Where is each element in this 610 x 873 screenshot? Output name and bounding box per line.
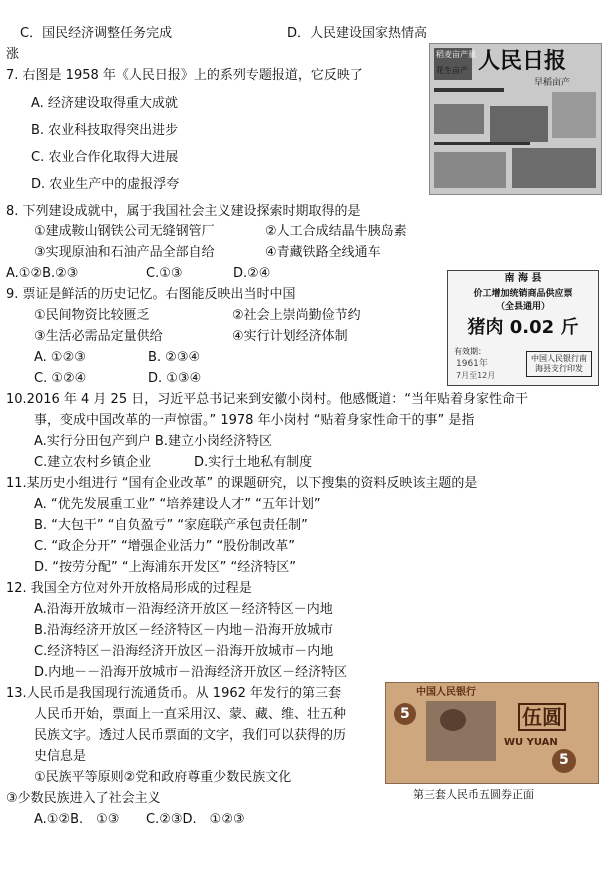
text-line: 事，变成中国改革的一声惊雷。” 1978 年小岗村 “贴着身家性命干的事” 是指 xyxy=(34,413,475,428)
text-line: A.①②B. ①③ xyxy=(34,812,120,827)
text-line: A.①②B.②③ xyxy=(6,266,79,281)
text-line: 7. 右图是 1958 年《人民日报》上的系列专题报道，它反映了 xyxy=(6,68,363,83)
text-line: A.实行分田包产到户 B.建立小岗经济特区 xyxy=(34,434,272,449)
text-line: ③实现原油和石油产品全部自给 xyxy=(34,245,215,260)
text-line: 史信息是 xyxy=(34,749,87,764)
text-line: 13.人民币是我国现行流通货币。从 1962 年发行的第三套 xyxy=(6,686,342,701)
ticket-main-text: 猪肉 0.02 斤 xyxy=(467,317,579,338)
text-line: ④实行计划经济体制 xyxy=(232,329,348,344)
text-line: C．国民经济调整任务完成 xyxy=(20,26,173,41)
text-line: 9. 票证是鲜活的历史记忆。右图能反映出当时中国 xyxy=(6,287,296,302)
text-line: ①民族平等原则②党和政府尊重少数民族文化 xyxy=(34,770,292,785)
text-line: A. ①②③ xyxy=(34,350,86,365)
newspaper-left-strip: 稻麦亩产量 xyxy=(436,50,476,59)
ticket-county: 南 海 县 xyxy=(504,273,542,284)
text-line: 12. 我国全方位对外开放格局形成的过程是 xyxy=(6,581,252,596)
text-line: D.②④ xyxy=(233,266,271,281)
text-line: C. ①②④ xyxy=(34,371,87,386)
ticket-valid: 有效期： xyxy=(454,347,486,356)
text-line: D.内地－－沿海开放城市－沿海经济开放区－经济特区 xyxy=(34,665,348,680)
text-line: 8. 下列建设成就中，属于我国社会主义建设探索时期取得的是 xyxy=(6,204,361,219)
text-line: ②人工合成结晶牛胰岛素 xyxy=(265,224,407,239)
text-line: C.建立农村乡镇企业 xyxy=(34,455,152,470)
text-line: ①建成鞍山钢铁公司无缝钢管厂 xyxy=(34,224,215,239)
text-line: C.②③D. ①②③ xyxy=(146,812,245,827)
text-line: A. “优先发展重工业” “培养建设人才” “五年计划” xyxy=(34,497,321,512)
banknote-bank-name: 中国人民银行 xyxy=(416,687,476,698)
ticket-year: 1961年 xyxy=(456,359,488,369)
text-line: A.沿海开放城市－沿海经济开放区－经济特区－内地 xyxy=(34,602,333,617)
text-line: 人民币开始，票面上一直采用汉、蒙、藏、维、壮五种 xyxy=(34,707,347,722)
text-line: D. ①③④ xyxy=(148,371,202,386)
banknote-caption: 第三套人民币五圆券正面 xyxy=(413,788,534,801)
text-line: ③少数民族进入了社会主义 xyxy=(6,791,161,806)
banknote-value-left: 5 xyxy=(400,706,410,722)
banknote-image xyxy=(385,682,599,784)
ticket-stamp: 中国人民银行南海县支行印发 xyxy=(526,351,592,377)
banknote-denomination-py: WU YUAN xyxy=(504,737,558,748)
text-line: D.实行土地私有制度 xyxy=(194,455,313,470)
text-line: ②社会上崇尚勤俭节约 xyxy=(232,308,361,323)
text-line: 11.某历史小组进行 “国有企业改革” 的课题研究，以下搜集的资料反映该主题的是 xyxy=(6,476,478,491)
newspaper-small-text: 花生亩产 xyxy=(436,66,468,75)
text-line: A. 经济建设取得重大成就 xyxy=(31,96,178,111)
text-line: B. “大包干” “自负盈亏” “家庭联产承包责任制” xyxy=(34,518,308,533)
ticket-subtitle-1: 价工增加统销商品供应票 xyxy=(473,289,573,299)
text-line: C. 农业合作化取得大进展 xyxy=(31,150,179,165)
text-line: 涨 xyxy=(6,47,20,62)
ration-ticket-image xyxy=(447,270,599,386)
banknote-value-right: 5 xyxy=(559,752,569,768)
text-line: 10.2016 年 4 月 25 日，习近平总书记来到安徽小岗村。他感慨道：“当年贴着身家性命干 xyxy=(6,392,528,407)
text-line: D. “按劳分配” “上海浦东开发区” “经济特区” xyxy=(34,560,296,575)
text-line: C.①③ xyxy=(146,266,183,281)
newspaper-image xyxy=(429,43,602,195)
banknote-denomination-cn: 伍圆 xyxy=(518,703,566,731)
text-line: D．人民建设国家热情高 xyxy=(287,26,428,41)
text-line: ①民间物资比较匮乏 xyxy=(34,308,150,323)
newspaper-masthead: 人民日报 xyxy=(478,48,567,74)
text-line: B. ②③④ xyxy=(148,350,201,365)
text-line: ③生活必需品定量供给 xyxy=(34,329,163,344)
text-line: B.沿海经济开放区－经济特区－内地－沿海开放城市 xyxy=(34,623,334,638)
text-line: C.经济特区－沿海经济开放区－沿海开放城市－内地 xyxy=(34,644,334,659)
ticket-month: 7月至12月 xyxy=(456,371,496,380)
ticket-subtitle-2: （全县通用） xyxy=(495,302,550,312)
text-line: C. “政企分开” “增强企业活力” “股份制改革” xyxy=(34,539,296,554)
text-line: 民族文字。透过人民币票面的文字，我们可以获得的历 xyxy=(34,728,347,743)
text-line: ④青藏铁路全线通车 xyxy=(265,245,381,260)
text-line: B. 农业科技取得突出进步 xyxy=(31,123,179,138)
newspaper-caption-line: 早稻亩产 xyxy=(534,78,571,88)
text-line: D. 农业生产中的虚报浮夸 xyxy=(31,177,180,192)
